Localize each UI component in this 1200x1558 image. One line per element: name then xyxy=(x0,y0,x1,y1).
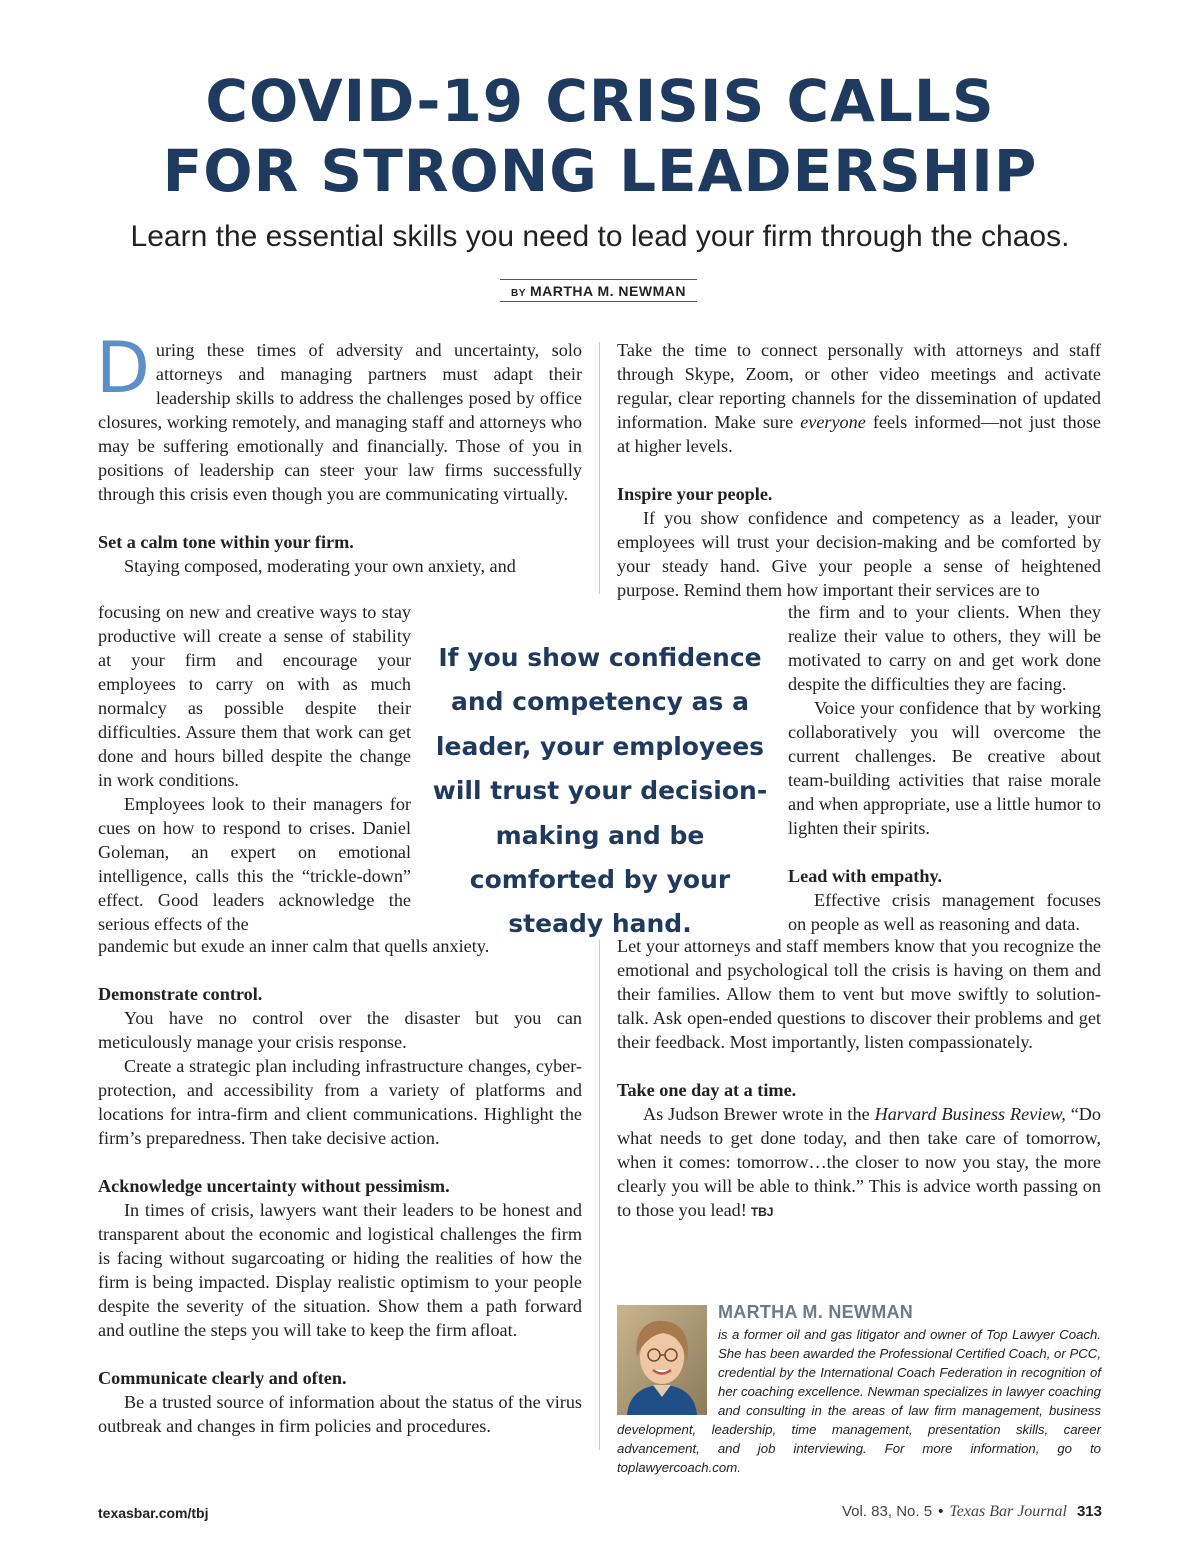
footer-bullet: • xyxy=(938,1503,944,1520)
section-heading-control: Demonstrate control. xyxy=(98,984,263,1004)
column-divider xyxy=(599,342,600,594)
section-heading-empathy: Lead with empathy. xyxy=(788,866,943,886)
section-heading-inspire: Inspire your people. xyxy=(617,484,773,504)
inspire-paragraph-1-end: the firm and to your clients. When they realize their value to others, they will be motivated to carry on and get work done despite the difficulties they are facing. xyxy=(788,602,1101,694)
section-heading-calm-tone: Set a calm tone within your firm. xyxy=(98,532,354,552)
drop-cap: D xyxy=(96,327,150,409)
calm-tone-paragraph-1: focusing on new and creative ways to stay productive will create a sense of stability at your firm and encourage your employees to carry on with as much normalcy as possible despite their difficulties. Assure them that work can get done and hours billed despite the change in work conditions. xyxy=(98,602,411,790)
left-column-narrow xyxy=(98,600,411,936)
byline-author: MARTHA M. NEWMAN xyxy=(529,283,686,299)
column-divider-lower xyxy=(599,940,600,1450)
one-day-paragraph: As Judson Brewer wrote in the Harvard Business Review, “Do what needs to get done today, and then take care of tomorrow, when it comes: tomorrow…the closer to now you stay, the more clearly you will be able to think.” This is advice worth passing on to those you lead! TBJ xyxy=(617,1104,1101,1220)
byline xyxy=(500,279,697,302)
section-heading-one-day: Take one day at a time. xyxy=(617,1080,797,1100)
footer-journal: Texas Bar Journal xyxy=(949,1503,1067,1520)
intro-paragraph: During these times of adversity and uncertainty, solo attorneys and managing partners must adapt their leadership skills to address the challenges posed by office closures, working remotely, and managing staff and attorneys who may be suffering emotionally and financially. Those of you in positions of leadership can steer your law firms successfully through this crisis even though you are communicating virtually. xyxy=(96,327,582,504)
byline-by: BY xyxy=(511,288,526,299)
right-column-narrow xyxy=(788,600,1101,936)
control-paragraph-1: You have no control over the disaster but you can meticulously manage your crisis response. xyxy=(98,1008,582,1052)
headline-line-2: FOR STRONG LEADERSHIP xyxy=(162,137,1038,205)
communicate-paragraph-1: Be a trusted source of information about the status of the virus outbreak and changes in firm policies and procedures. xyxy=(98,1392,582,1436)
right-column-top xyxy=(617,338,1101,602)
footer-website: texasbar.com/tbj xyxy=(98,1505,209,1521)
headline-line-1: COVID-19 CRISIS CALLS xyxy=(205,67,995,135)
section-heading-uncertainty: Acknowledge uncertainty without pessimism. xyxy=(98,1176,450,1196)
uncertainty-paragraph: In times of crisis, lawyers want their leaders to be honest and transparent about the economic and logistical challenges the firm is facing without sugarcoating or hiding the realities of how the firm is being impacted. Display realistic optimism to your people despite the severity of the situation. Show them a path forward and outline the steps you will take to keep the firm afloat. xyxy=(98,1200,582,1340)
empathy-paragraph: Let your attorneys and staff members know that you recognize the emotional and psychological toll the crisis is having on them and their families. Allow them to vent but move swiftly to solution-talk. Ask open-ended questions to discover their problems and get their feedback. Most importantly, listen compassionately. xyxy=(617,936,1101,1052)
footer-volume: Vol. 83, No. 5 xyxy=(842,1503,933,1520)
pull-quote: If you show confidence and competency as a leader, your employees will trust your decision-making and be comforted by your steady hand. xyxy=(432,643,768,939)
inspire-paragraph-2: Voice your confidence that by working collaboratively you will overcome the current challenges. Be creative about team-building activities that raise morale and when appropriate, use a little humor to lighten their spirits. xyxy=(788,698,1101,838)
section-heading-communicate: Communicate clearly and often. xyxy=(98,1368,347,1388)
calm-tone-paragraph-2-end: pandemic but exude an inner calm that quells anxiety. xyxy=(98,936,490,956)
calm-tone-line: Staying composed, moderating your own anxiety, and xyxy=(124,556,516,576)
article-deck: Learn the essential skills you need to lead your firm through the chaos. xyxy=(130,220,1070,253)
bio-author-name: MARTHA M. NEWMAN xyxy=(718,1302,914,1322)
inspire-paragraph-1: If you show confidence and competency as a leader, your employees will trust your decision-making and be comforted by your steady hand. Give your people a sense of heightened purpose. Remind them how important their services are to xyxy=(617,508,1101,600)
end-mark: TBJ xyxy=(750,1205,774,1219)
empathy-paragraph-start: Effective crisis management focuses on people as well as reasoning and data. xyxy=(788,890,1101,934)
footer-folio xyxy=(842,1503,1102,1521)
control-paragraph-2: Create a strategic plan including infrastructure changes, cyber-protection, and accessibility from a variety of platforms and locations for intra-firm and client communications. Highlight the firm’s preparedness. Then take decisive action. xyxy=(98,1056,582,1148)
calm-tone-paragraph-2: Employees look to their managers for cues on how to respond to crises. Daniel Goleman, an expert on emotional intelligence, calls this the “trickle-down” effect. Good leaders acknowledge the serious effects of the xyxy=(98,794,411,934)
page-number: 313 xyxy=(1076,1503,1102,1520)
bio-text: is a former oil and gas litigator and owner of Top Lawyer Coach. She has been awarded the Professional Certified Coach, or PCC, credential by the International Coach Federation in recognition of her coaching excellence. Newman specializes in lawyer coaching and consulting in the areas of law firm management, business development, leadership, time management, presentation skills, career advancement, and job interviewing. For more information, go to toplawyercoach.com. xyxy=(617,1327,1101,1475)
article-headline xyxy=(60,66,1140,206)
left-column-top xyxy=(96,327,582,578)
communicate-paragraph-2: Take the time to connect personally with attorneys and staff through Skype, Zoom, or other video meetings and activate regular, clear reporting channels for the dissemination of updated information. Make sure everyone feels informed—not just those at higher levels. xyxy=(617,340,1101,456)
right-column-bottom xyxy=(617,934,1101,1224)
left-column-bottom xyxy=(98,934,582,1438)
